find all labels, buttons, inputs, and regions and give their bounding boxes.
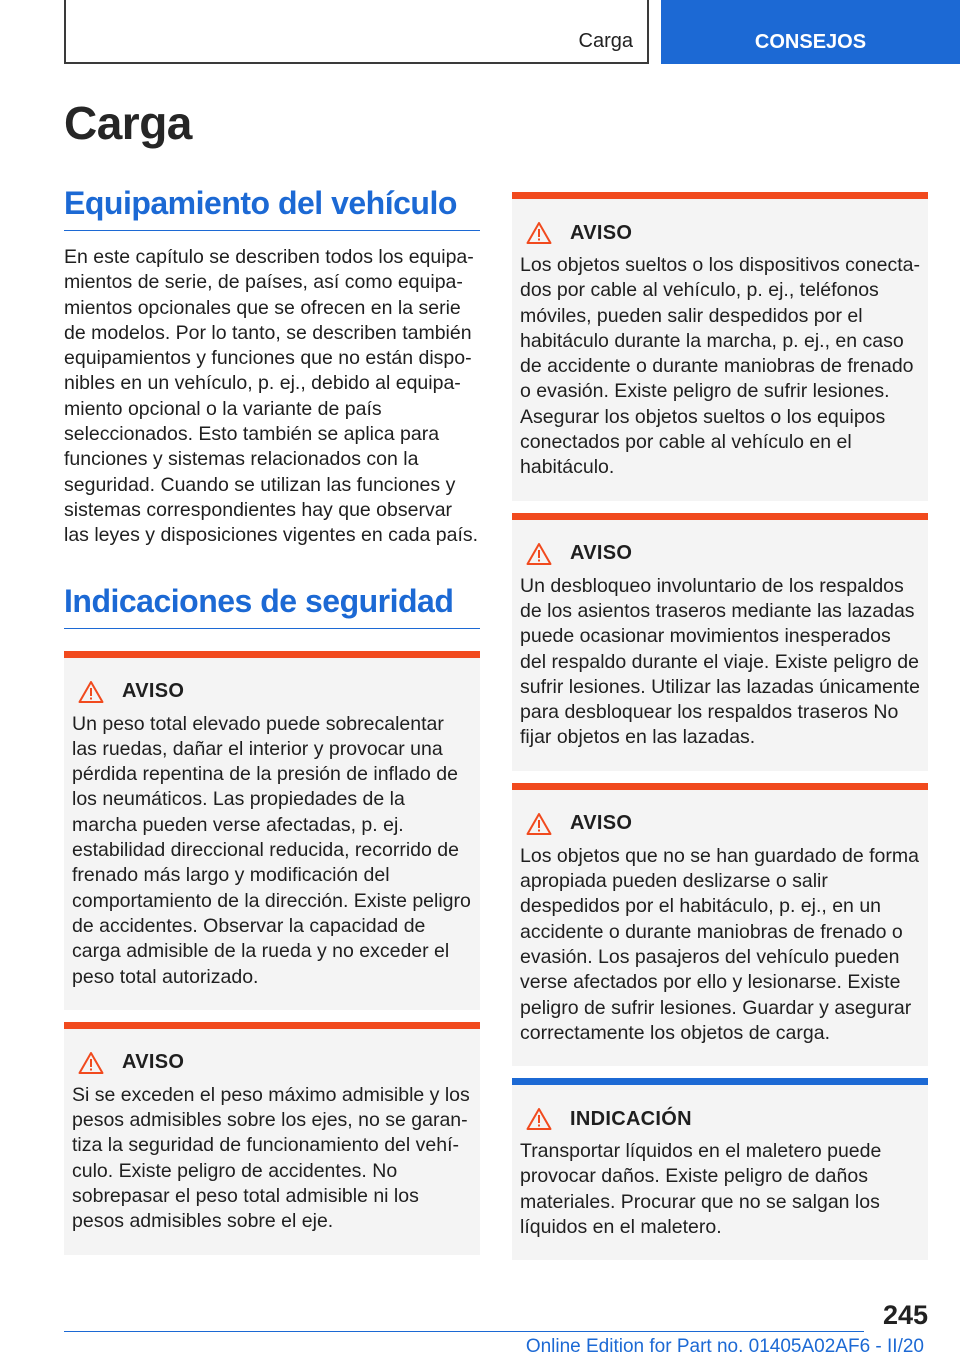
header-box xyxy=(64,0,649,64)
warning-callout xyxy=(512,783,928,1066)
warning-callout xyxy=(512,513,928,771)
footer-divider xyxy=(64,1331,864,1332)
section-title-equipment: Equipamiento del vehículo xyxy=(64,185,480,231)
page-number: 245 xyxy=(882,1300,928,1330)
header-chapter-tab[interactable]: CONSEJOS xyxy=(661,0,960,64)
callout-title: INDICACIÓN xyxy=(570,1107,692,1130)
left-column xyxy=(64,185,480,1255)
callout-text: Transportar líquidos en el maletero puede provocar daños. Existe peligro de daños materiales. Procurar que no se salgan los líquidos en el maletero. xyxy=(520,1140,882,1239)
callout-text: Un peso total elevado puede sobrecalentar las ruedas, dañar el interior y provocar una pérdida repentina de la presión de inflado de los neumáticos. Las propiedades de la marcha pueden verse afectadas, p. ej. estabilidad direccional reducida, recorrido de frenado más largo y modificación del comportamiento de la dirección. Existe peligro de accidentes. Observar la capacidad de carga admisible de la rueda y no exceder el peso total autorizado. xyxy=(72,712,471,988)
warning-triangle-icon xyxy=(526,221,552,245)
warning-triangle-icon xyxy=(526,812,552,836)
section-title-safety: Indicaciones de seguridad xyxy=(64,583,480,629)
warning-triangle-icon xyxy=(78,680,104,704)
callout-title: AVISO xyxy=(570,221,633,244)
callout-text: Un desbloqueo involuntario de los respaldos de los asientos traseros mediante las lazadas puede ocasionar movimientos inesperados del respaldo durante el viaje. Existe peligro de sufrir lesiones. Utilizar las lazadas únicamente para desbloquear los respaldos traseros No fijar objetos en las lazadas. xyxy=(520,574,920,749)
warning-triangle-icon xyxy=(526,542,552,566)
callout-title: AVISO xyxy=(122,1051,185,1074)
notice-callout xyxy=(512,1078,928,1260)
warning-callout xyxy=(64,1022,480,1255)
callout-title: AVISO xyxy=(122,680,185,703)
warning-triangle-icon xyxy=(526,1107,552,1131)
callout-text: Los objetos que no se han guardado de forma apropiada pueden deslizarse o salir despedidos por el habitáculo, p. ej., en un accidente o durante maniobras de frenado o evasión. Los pasajeros del vehículo pueden verse afectados por ello y lesionarse. Existe peligro de sufrir lesiones. Guardar y asegurar correctamente los objetos de carga. xyxy=(520,844,919,1044)
footer-edition-link[interactable]: Online Edition for Part no. 01405A02AF6 - II/20 xyxy=(525,1336,924,1357)
callout-text: Si se exceden el peso máximo admisible y los pesos admisibles sobre los ejes, no se garantiza la seguridad de funcionamiento del vehículo. Existe peligro de accidentes. No sobrepasar el peso total admisible ni los pesos admisibles sobre el eje. xyxy=(72,1083,470,1233)
callout-title: AVISO xyxy=(570,542,633,565)
callout-title: AVISO xyxy=(570,812,633,835)
page-title: Carga xyxy=(64,97,192,149)
warning-callout xyxy=(64,651,480,1010)
header-section-title: Carga xyxy=(578,30,633,52)
callout-text: Los objetos sueltos o los dispositivos conectados por cable al vehículo, p. ej., teléfonos móviles, pueden salir despedidos por el habitáculo durante la marcha, p. ej., en caso de accidente o durante maniobras de frenado o evasión. Existe peligro de sufrir lesiones. Asegurar los objetos sueltos o los equipos conectados por cable al vehículo en el habitáculo. xyxy=(520,254,920,479)
warning-callout xyxy=(512,192,928,501)
right-column xyxy=(512,192,928,1260)
equipment-paragraph: En este capítulo se describen todos los equipamientos de serie, de países, así como equipamientos opcionales que se ofrecen en la serie de modelos. Por lo tanto, se describen también equipamientos y funciones que no están disponibles en un vehículo, p. ej., debido al equipamiento opcional o la variante de país seleccionados. Esto también se aplica para funciones y sistemas relacionados con la seguridad. Cuando se utilizan las funciones y sistemas correspondientes hay que observar las leyes y disposiciones vigentes en cada país. xyxy=(64,246,479,547)
warning-triangle-icon xyxy=(78,1051,104,1075)
